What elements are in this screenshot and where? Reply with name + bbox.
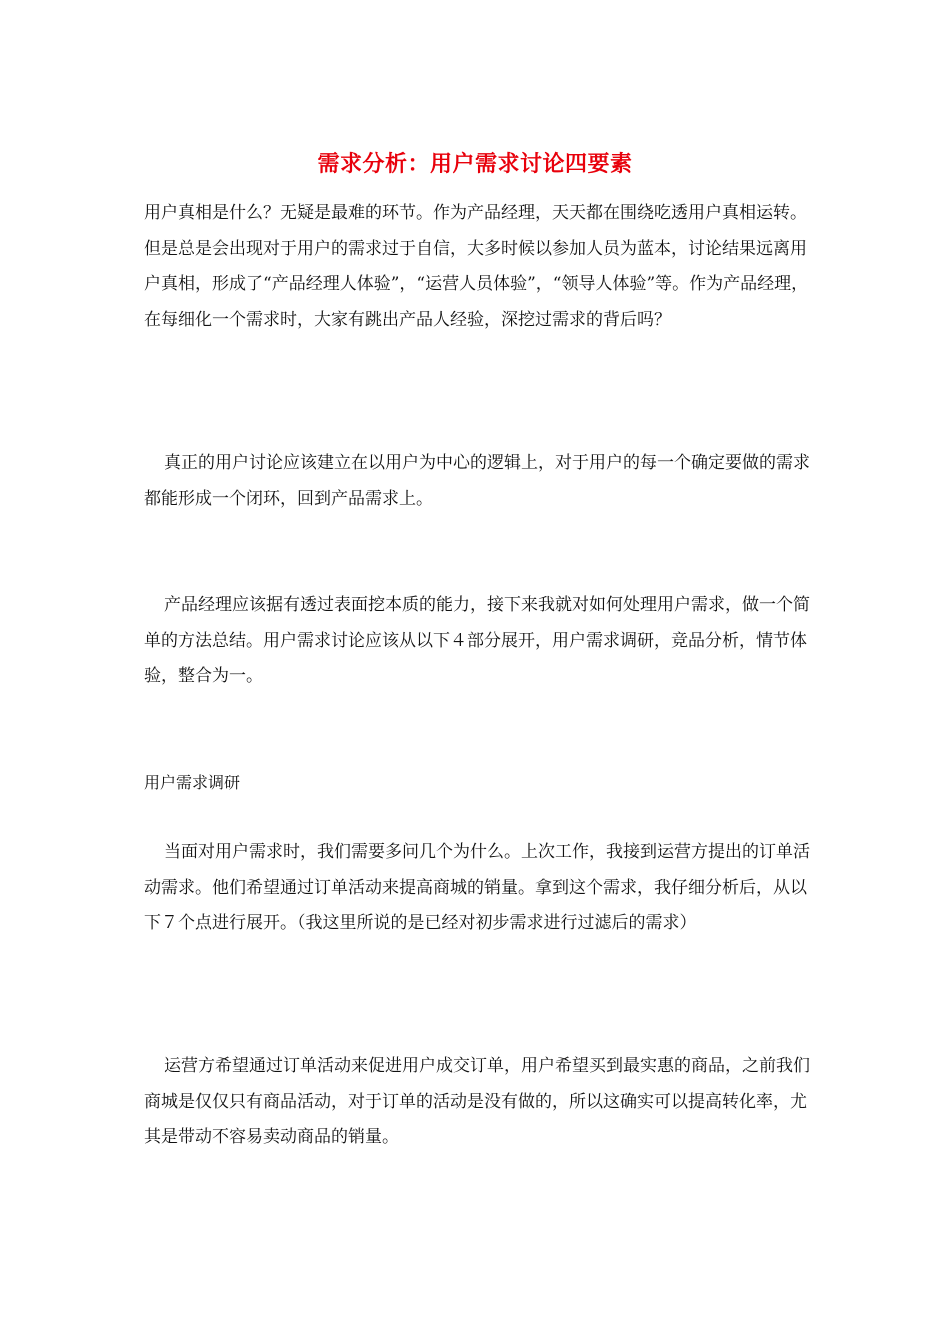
paragraph-intro: 用户真相是什么？无疑是最难的环节。作为产品经理，天天都在围绕吃透用户真相运转。但是总是会出现对于用户的需求过于自信，大多时候以参加人员为蓝本，讨论结果远离用户真相，形成了“产品经理人体验”，“运营人员体验”，“领导人体验”等。作为产品经理，在每细化一个需求时，大家有跳出产品人经验，深挖过需求的背后吗？: [144, 203, 809, 330]
document-title: 需求分析：用户需求讨论四要素: [317, 152, 633, 177]
paragraph-user-centered: 真正的用户讨论应该建立在以用户为中心的逻辑上，对于用户的每一个确定要做的需求都能形成一个闭环，回到产品需求上。: [144, 453, 810, 509]
section-heading-user-research: 用户需求调研: [144, 773, 241, 792]
paragraph-research-detail: 当面对用户需求时，我们需要多问几个为什么。上次工作，我接到运营方提出的订单活动需求。他们希望通过订单活动来提高商城的销量。拿到这个需求，我仔细分析后，从以下７个点进行展开。（我这里所说的是已经对初步需求进行过滤后的需求）: [144, 842, 810, 933]
paragraph-method-summary: 产品经理应该据有透过表面挖本质的能力，接下来我就对如何处理用户需求，做一个简单的方法总结。用户需求讨论应该从以下４部分展开，用户需求调研，竞品分析，情节体验，整合为一。: [144, 595, 810, 686]
paragraph-operation-goal: 运营方希望通过订单活动来促进用户成交订单，用户希望买到最实惠的商品，之前我们商城是仅仅只有商品活动，对于订单的活动是没有做的，所以这确实可以提高转化率，尤其是带动不容易卖动商品的销量。: [144, 1056, 810, 1147]
